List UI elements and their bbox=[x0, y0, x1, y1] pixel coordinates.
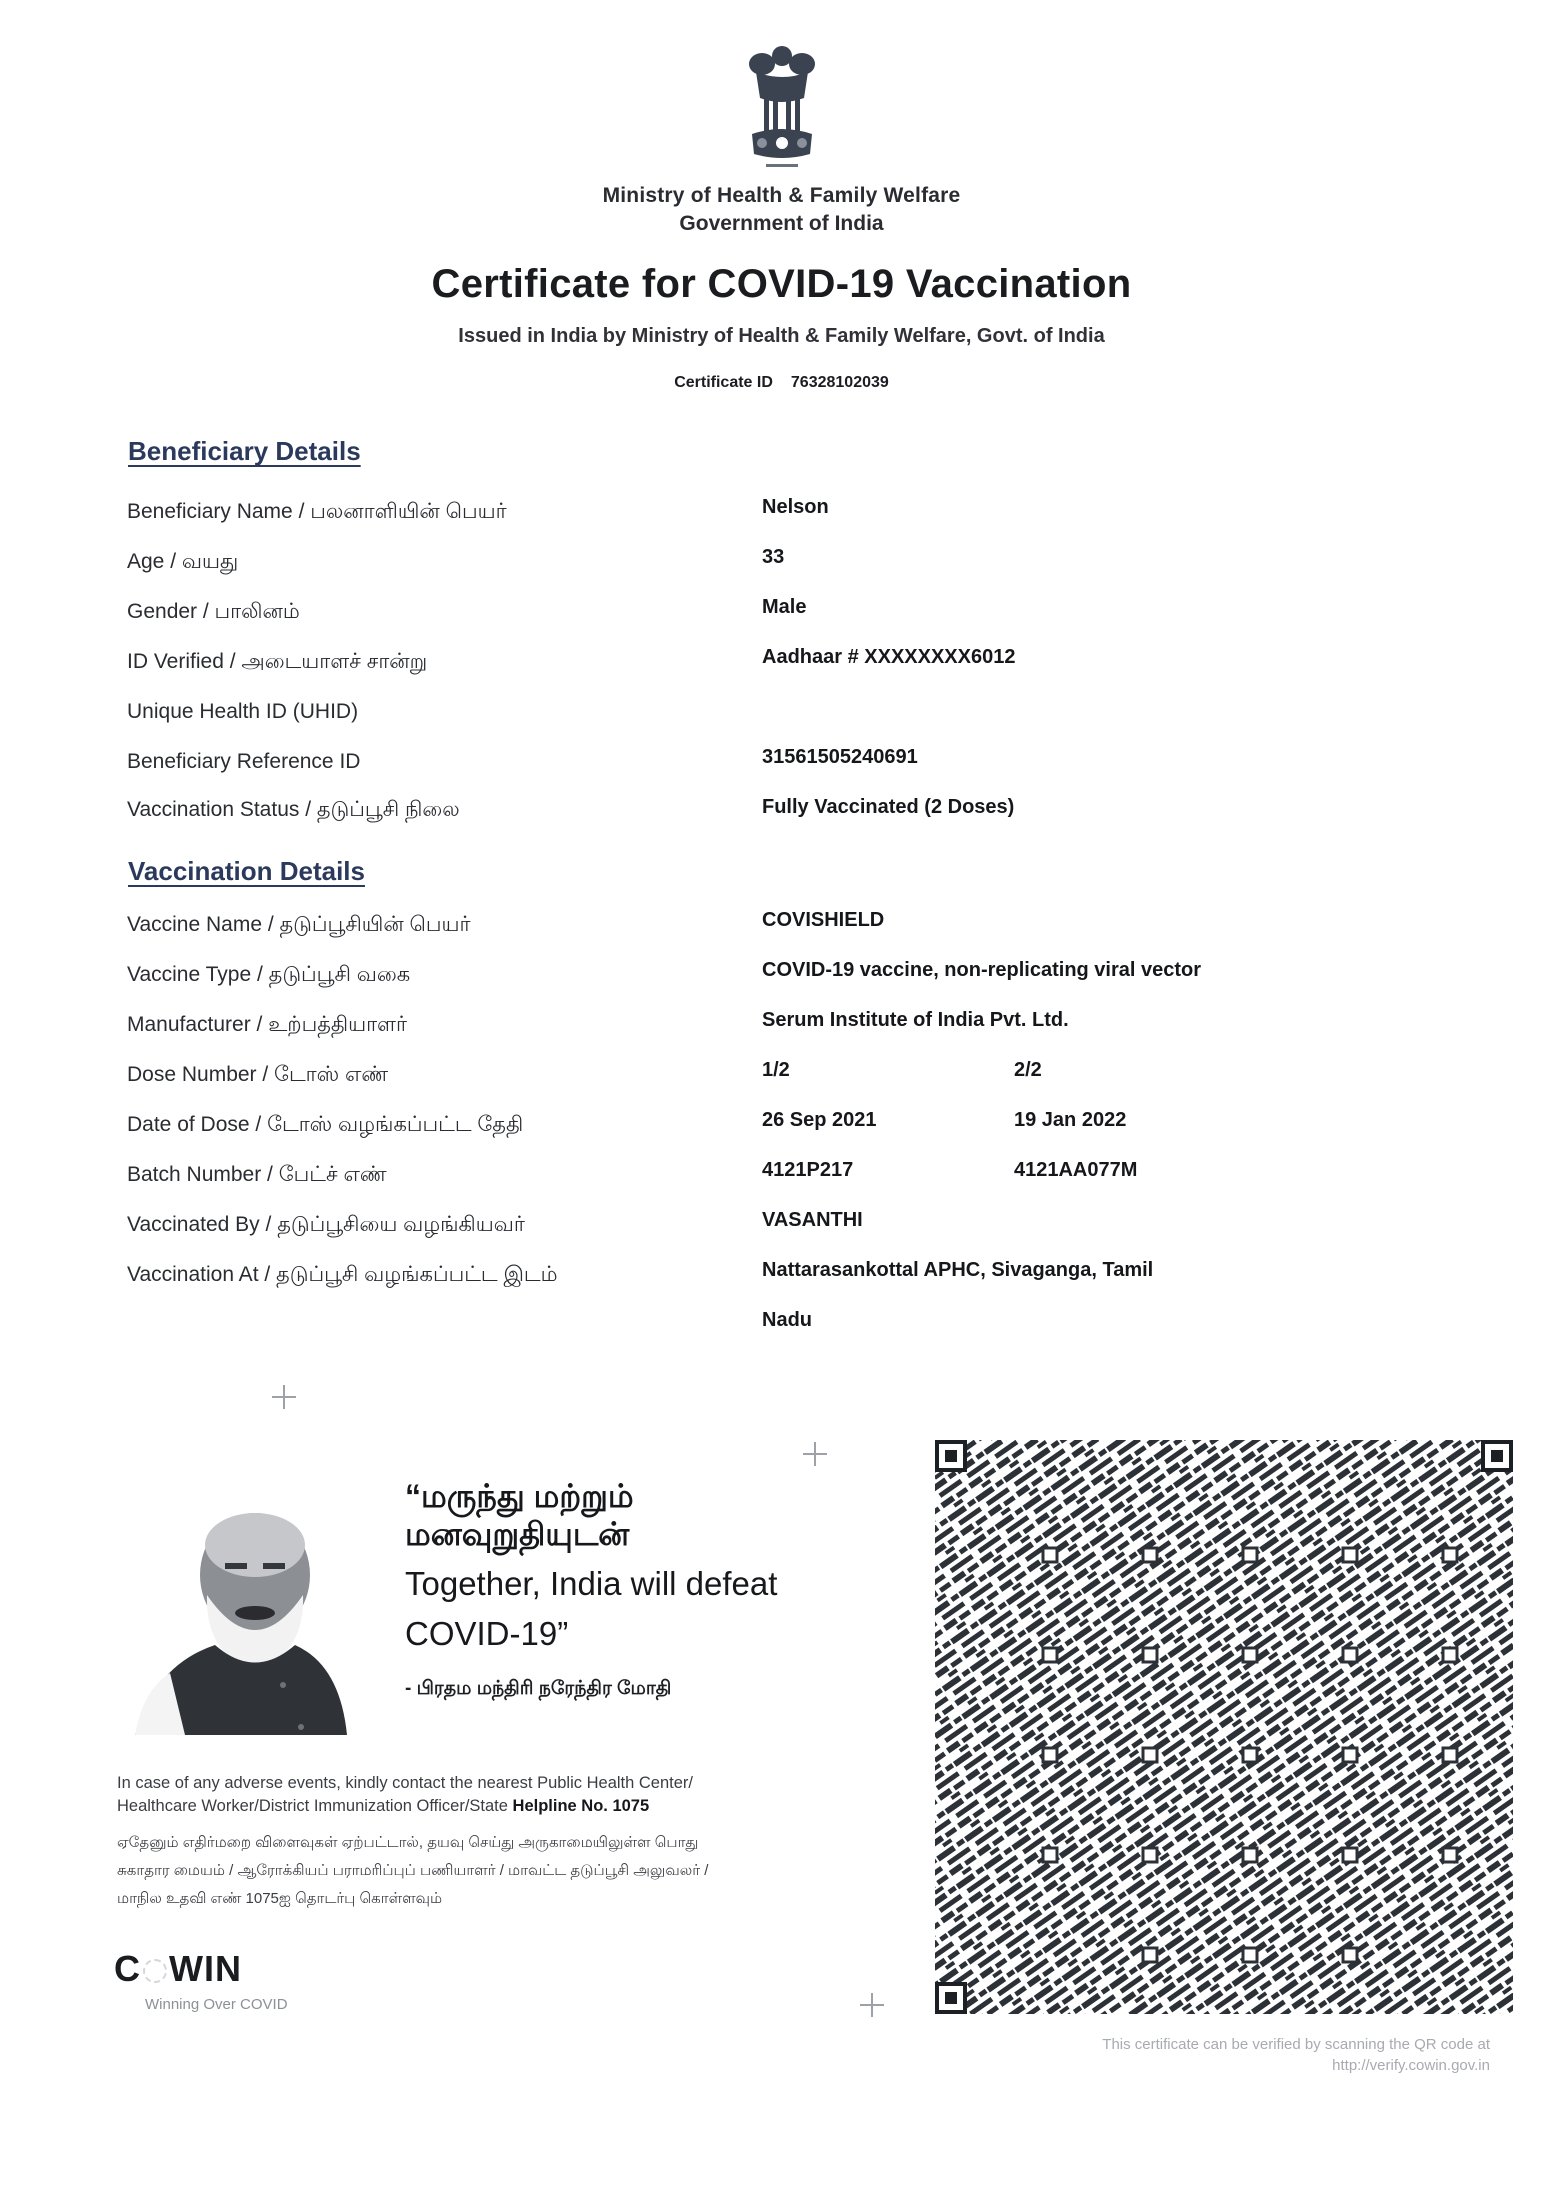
beneficiary-name-value: Nelson bbox=[762, 496, 829, 518]
id-verified-value: Aadhaar # XXXXXXXX6012 bbox=[762, 646, 1016, 668]
vaccination-at-value: Nattarasankottal APHC, Sivaganga, Tamil bbox=[762, 1259, 1154, 1281]
advisory-line-2-text: Healthcare Worker/District Immunization Officer/State bbox=[117, 1797, 513, 1815]
date-of-dose-label: Date of Dose / டோஸ் வழங்கப்பட்ட தேதி bbox=[127, 1113, 524, 1136]
cowin-logo-suffix: WIN bbox=[169, 1948, 242, 1989]
advisory-tamil-line-3: மாநில உதவி எண் 1075ஐ தொடர்பு கொள்ளவும் bbox=[117, 1890, 443, 1907]
vaccine-type-label: Vaccine Type / தடுப்பூசி வகை bbox=[127, 963, 411, 986]
batch-number-value-1: 4121P217 bbox=[762, 1159, 854, 1181]
dose-number-label: Dose Number / டோஸ் எண் bbox=[127, 1063, 389, 1086]
vaccination-status-value: Fully Vaccinated (2 Doses) bbox=[762, 796, 1015, 818]
ministry-name: Ministry of Health & Family Welfare bbox=[602, 184, 961, 207]
gender-value: Male bbox=[762, 596, 807, 618]
date-of-dose-value-1: 26 Sep 2021 bbox=[762, 1109, 877, 1131]
vaccinated-by-value: VASANTHI bbox=[762, 1209, 863, 1231]
qr-code-icon bbox=[935, 1440, 1513, 2014]
helpline-number: Helpline No. 1075 bbox=[512, 1797, 650, 1815]
advisory-line-2 bbox=[117, 1797, 649, 1816]
certificate-id bbox=[0, 374, 1563, 392]
quote-english-line-1: Together, India will defeat bbox=[405, 1565, 778, 1602]
quote-tamil-line-1: “மருந்து மற்றும் bbox=[405, 1478, 634, 1514]
manufacturer-value: Serum Institute of India Pvt. Ltd. bbox=[762, 1009, 1069, 1031]
issued-by: Issued in India by Ministry of Health & Family Welfare, Govt. of India bbox=[458, 325, 1105, 347]
virus-icon bbox=[143, 1959, 167, 1983]
qr-verify-caption-line-1: This certificate can be verified by scanning the QR code at bbox=[1102, 2036, 1490, 2053]
vaccinated-by-label: Vaccinated By / தடுப்பூசியை வழங்கியவர் bbox=[127, 1213, 525, 1236]
vaccine-type-value: COVID-19 vaccine, non-replicating viral vector bbox=[762, 959, 1202, 981]
age-label: Age / வயது bbox=[127, 550, 239, 573]
cowin-logo-prefix: C bbox=[114, 1948, 141, 1989]
batch-number-label: Batch Number / பேட்ச் எண் bbox=[127, 1163, 387, 1186]
certificate-id-label: Certificate ID bbox=[674, 374, 773, 391]
vaccination-at-value-continued: Nadu bbox=[762, 1309, 812, 1331]
certificate-id-value: 76328102039 bbox=[790, 374, 889, 391]
plus-decoration-icon bbox=[272, 1385, 296, 1409]
batch-number-value-2: 4121AA077M bbox=[1014, 1159, 1138, 1181]
gender-label: Gender / பாலினம் bbox=[127, 600, 300, 623]
id-verified-label: ID Verified / அடையாளச் சான்று bbox=[127, 650, 428, 673]
age-value: 33 bbox=[762, 546, 785, 568]
vaccine-name-value: COVISHIELD bbox=[762, 909, 885, 931]
vaccination-details-heading: Vaccination Details bbox=[128, 856, 365, 886]
plus-decoration-icon bbox=[803, 1442, 827, 1466]
quote-english-line-2: COVID-19” bbox=[405, 1615, 569, 1652]
vaccine-name-label: Vaccine Name / தடுப்பூசியின் பெயர் bbox=[127, 913, 471, 936]
cowin-logo bbox=[114, 1948, 242, 1990]
cowin-tagline: Winning Over COVID bbox=[145, 1996, 288, 2013]
vaccination-status-label: Vaccination Status / தடுப்பூசி நிலை bbox=[127, 798, 460, 821]
advisory-tamil-line-1: ஏதேனும் எதிர்மறை விளைவுகள் ஏற்பட்டால், தயவு செய்து அருகாமையிலுள்ள பொது bbox=[117, 1834, 699, 1851]
dose-number-value-1: 1/2 bbox=[762, 1059, 790, 1081]
quote-attribution: - பிரதம மந்திரி நரேந்திர மோதி bbox=[405, 1678, 672, 1699]
plus-decoration-icon bbox=[860, 1993, 884, 2017]
beneficiary-details-heading: Beneficiary Details bbox=[128, 436, 361, 466]
qr-verify-caption-line-2: http://verify.cowin.gov.in bbox=[1332, 2057, 1490, 2074]
national-emblem-icon bbox=[738, 38, 826, 176]
advisory-tamil-line-2: சுகாதார மையம் / ஆரோக்கியப் பராமரிப்புப் பணியாளர் / மாவட்ட தடுப்பூசி அலுவலர் / bbox=[117, 1862, 709, 1879]
prime-minister-photo bbox=[115, 1505, 355, 1735]
beneficiary-name-label: Beneficiary Name / பலனாளியின் பெயர் bbox=[127, 500, 507, 523]
government-name: Government of India bbox=[679, 212, 884, 235]
advisory-line-1: In case of any adverse events, kindly contact the nearest Public Health Center/ bbox=[117, 1774, 693, 1792]
date-of-dose-value-2: 19 Jan 2022 bbox=[1014, 1109, 1127, 1131]
page-title: Certificate for COVID-19 Vaccination bbox=[431, 262, 1132, 306]
quote-tamil-line-2: மனவுறுதியுடன் bbox=[405, 1516, 630, 1552]
manufacturer-label: Manufacturer / உற்பத்தியாளர் bbox=[127, 1013, 407, 1036]
vaccination-at-label: Vaccination At / தடுப்பூசி வழங்கப்பட்ட இடம் bbox=[127, 1263, 558, 1286]
beneficiary-reference-id-value: 31561505240691 bbox=[762, 746, 918, 768]
dose-number-value-2: 2/2 bbox=[1014, 1059, 1042, 1081]
beneficiary-reference-id-label: Beneficiary Reference ID bbox=[127, 750, 361, 773]
uhid-label: Unique Health ID (UHID) bbox=[127, 700, 359, 723]
